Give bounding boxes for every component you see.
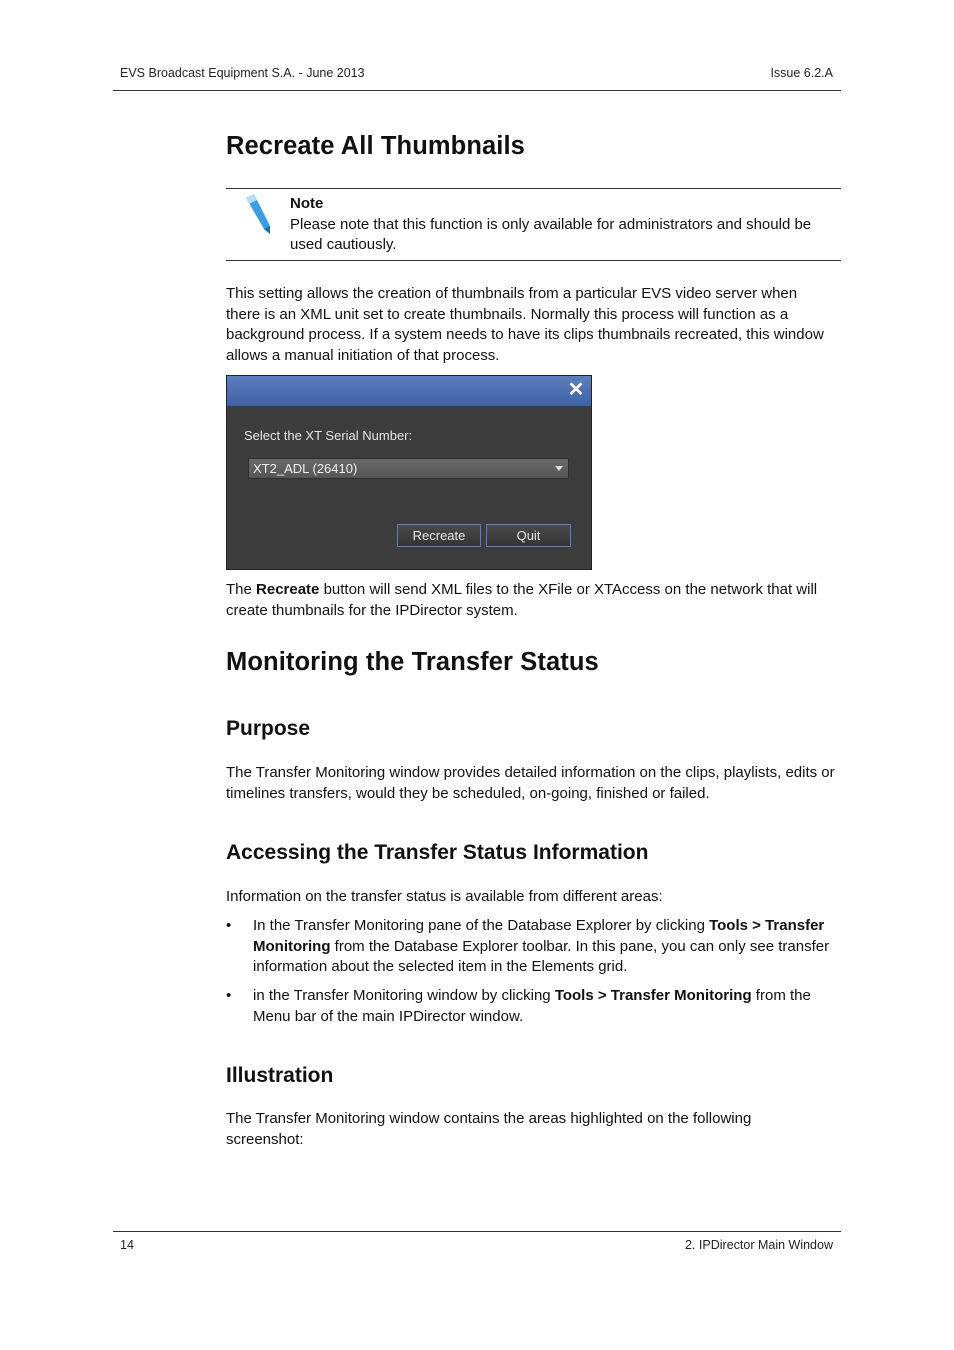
subsection-title-accessing: Accessing the Transfer Status Information [226,841,649,864]
purpose-paragraph: The Transfer Monitoring window provides detailed information on the clips, playlists, edits or timelines transfers, would they be scheduled, on-going, finished or failed. [226,764,835,802]
header-left: EVS Broadcast Equipment S.A. - June 2013 [120,66,365,80]
recreate-button[interactable]: Recreate [397,524,481,547]
page-number: 14 [120,1238,134,1252]
note-text: Please note that this function is only available for administrators and should be used cautiously. [290,215,812,253]
bullet1-b: Tools > Transfer Monitoring [253,917,825,955]
recreate-desc-post: button will send XML files to the XFile or XTAccess on the network that will create thumbnails for the IPDirector system. [226,581,818,619]
footer-rule [113,1231,841,1232]
illustration-paragraph: The Transfer Monitoring window contains the areas highlighted on the following screenshot: [226,1110,752,1148]
header-rule [113,90,841,91]
footer-chapter: 2. IPDirector Main Window [685,1238,833,1252]
accessing-intro: Information on the transfer status is available from different areas: [226,888,663,905]
bullet1-a: In the Transfer Monitoring pane of the Database Explorer by clicking [253,917,710,934]
recreate-description [226,580,841,621]
bullet-text [253,986,843,1027]
subsection-title-purpose: Purpose [226,717,311,740]
bullet-text [253,916,843,978]
bullet-icon: • [226,917,232,934]
recreate-desc-bold: Recreate [256,581,320,598]
list-item [226,986,841,1028]
bullet2-c: from the Menu bar of the main IPDirector window. [253,987,811,1025]
note-title: Note [290,195,324,212]
bullet2-b: Tools > Transfer Monitoring [554,987,752,1004]
dialog-titlebar [227,376,591,407]
note-block [290,194,840,256]
bullet-icon: • [226,987,232,1004]
pencil-icon [240,192,276,236]
bullet2-a: in the Transfer Monitoring window by clicking [253,987,555,1004]
recreate-thumbnails-dialog [226,375,592,570]
intro-paragraph: This setting allows the creation of thumbnails from a particular EVS video server when there is an XML unit set to create thumbnails. Normally this process will function as a background process. If a system needs to have its clips thumbnails recreated, this window allows a manual initiation of that process. [226,285,824,364]
section-title-recreate-thumbnails: Recreate All Thumbnails [226,132,525,160]
chevron-down-icon [555,466,563,471]
quit-button[interactable]: Quit [486,524,571,547]
bullet1-c: from the Database Explorer toolbar. In this pane, you can only see transfer information about the selected item in the Elements grid. [253,937,830,975]
subsection-title-illustration: Illustration [226,1064,334,1087]
close-icon[interactable]: ✕ [567,379,585,401]
note-bottom-rule [226,260,841,261]
serial-number-select[interactable] [248,458,569,479]
serial-number-label: Select the XT Serial Number: [244,428,413,443]
list-item [226,916,841,978]
header-right: Issue 6.2.A [770,66,833,80]
serial-number-value: XT2_ADL (26410) [253,461,358,476]
note-top-rule [226,188,841,189]
section-title-monitoring: Monitoring the Transfer Status [226,648,599,676]
recreate-desc-pre: The [226,581,257,598]
